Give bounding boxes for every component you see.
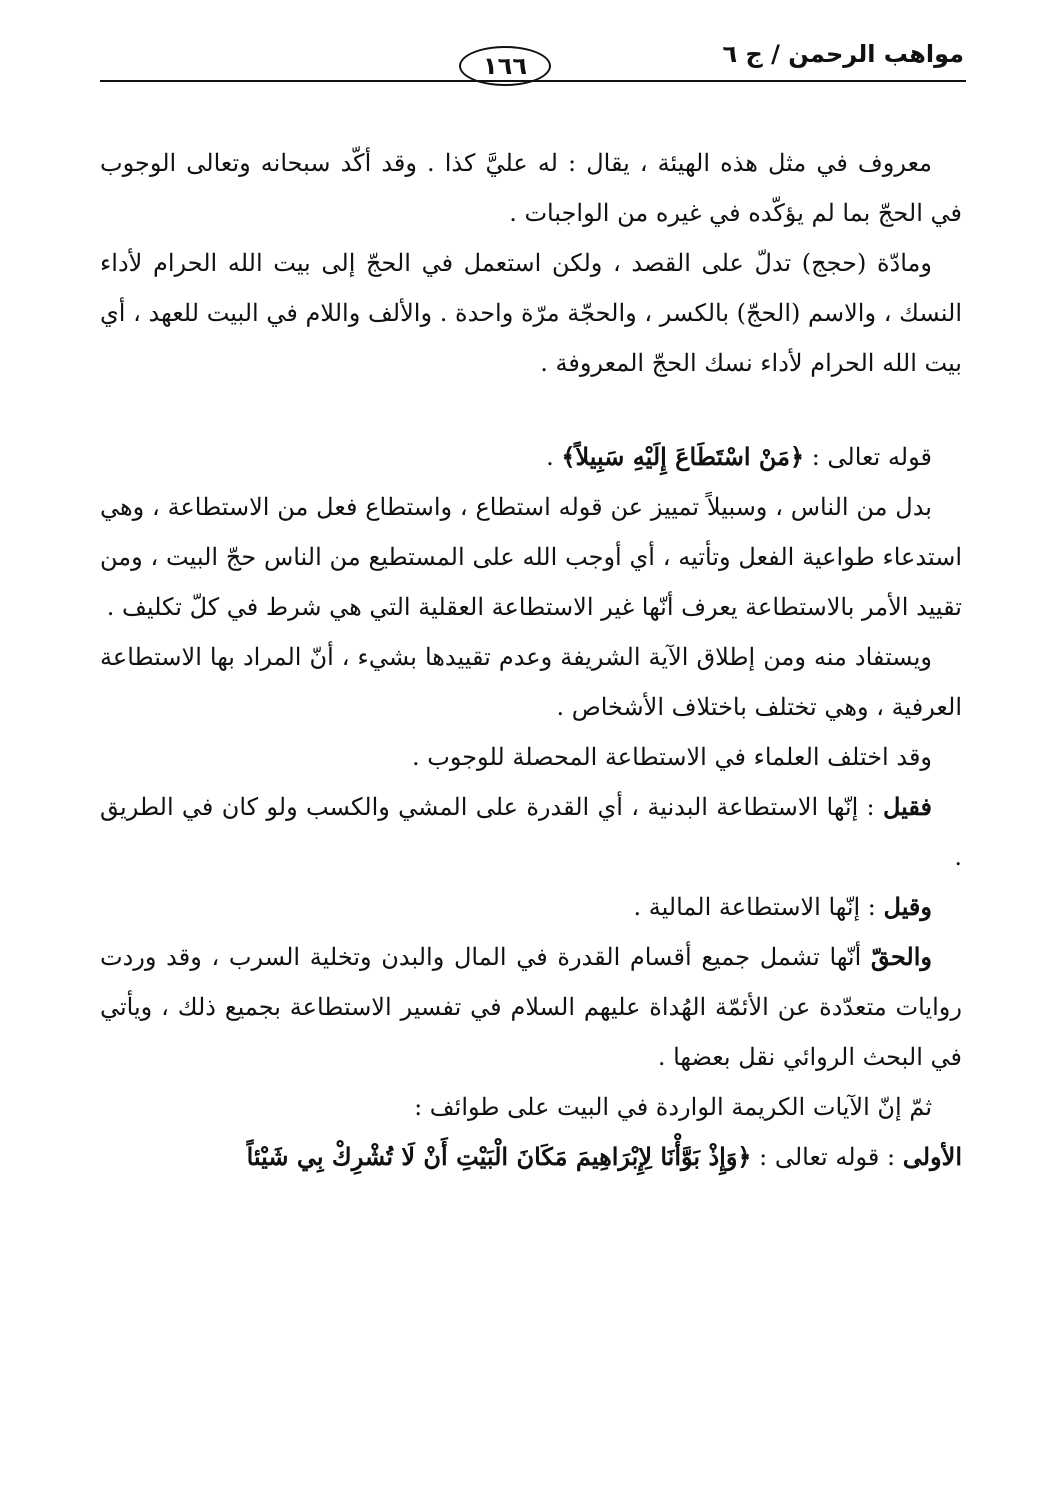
paragraph: ثمّ إنّ الآيات الكريمة الواردة في البيت على طوائف : bbox=[414, 1093, 932, 1121]
paragraph bbox=[100, 932, 962, 1082]
paragraph-text: أنّها تشمل جميع أقسام القدرة في المال والبدن وتخلية السرب ، وقد وردت روايات متعدّدة عن الأئمّة الهُداة عليهم السلام في تفسير الاستطاعة بجميع ذلك ، ويأتي في البحث الروائي نقل بعضها . bbox=[100, 943, 962, 1071]
spacer bbox=[100, 388, 962, 432]
paragraph bbox=[100, 882, 962, 932]
page-number: ١٦٦ bbox=[459, 46, 551, 86]
paragraph-text: : إنّها الاستطاعة المالية . bbox=[633, 893, 884, 921]
paragraph: معروف في مثل هذه الهيئة ، يقال : له عليَّ كذا . وقد أكّد سبحانه وتعالى الوجوب في الحجّ بما لم يؤكّده في غيره من الواجبات . bbox=[100, 149, 962, 227]
paragraph: ويستفاد منه ومن إطلاق الآية الشريفة وعدم تقييدها بشيء ، أنّ المراد بها الاستطاعة العرفية ، وهي تختلف باختلاف الأشخاص . bbox=[100, 643, 962, 721]
verse-intro: : قوله تعالى : bbox=[751, 1143, 903, 1171]
verse-intro: قوله تعالى : bbox=[804, 443, 932, 471]
paragraph: وقد اختلف العلماء في الاستطاعة المحصلة للوجوب . bbox=[411, 743, 932, 771]
paragraph: ومادّة (حجج) تدلّ على القصد ، ولكن استعمل في الحجّ إلى بيت الله الحرام لأداء النسك ، والاسم (الحجّ) بالكسر ، والحجّة مرّة واحدة . والألف واللام في البيت للعهد ، أي بيت الله الحرام لأداء نسك الحجّ المعروفة . bbox=[100, 249, 962, 377]
verse-heading bbox=[100, 432, 962, 482]
main-text bbox=[100, 138, 962, 1182]
lead-word: الأولى bbox=[902, 1142, 962, 1171]
lead-word: والحقّ bbox=[870, 942, 932, 971]
paragraph: بدل من الناس ، وسبيلاً تمييز عن قوله استطاع ، واستطاع فعل من الاستطاعة ، وهي استدعاء طواعية الفعل وتأتيه ، أي أوجب الله على المستطيع من الناس حجّ البيت ، ومن تقييد الأمر بالاستطاعة يعرف أنّها غير الاستطاعة العقلية التي هي شرط في كلّ تكليف . bbox=[100, 493, 962, 621]
paragraph bbox=[100, 1132, 962, 1182]
book-title: مواهب الرحمن / ج ٦ bbox=[722, 40, 964, 68]
paragraph-text: : إنّها الاستطاعة البدنية ، أي القدرة على المشي والكسب ولو كان في الطريق . bbox=[100, 793, 962, 871]
quran-verse: ﴿مَنْ اسْتَطَاعَ إِلَيْهِ سَبِيلاً﴾ bbox=[561, 442, 805, 471]
lead-word: وقيل bbox=[883, 892, 932, 921]
paragraph bbox=[100, 782, 962, 882]
header-rule bbox=[100, 80, 966, 82]
quran-verse: ﴿وَإِذْ بَوَّأْنَا لِإِبْرَاهِيمَ مَكَانَ الْبَيْتِ أَنْ لَا تُشْرِكْ بِي شَيْئاً bbox=[246, 1142, 752, 1171]
lead-word: فقيل bbox=[882, 792, 932, 821]
verse-end: . bbox=[546, 443, 562, 471]
page-header bbox=[100, 38, 966, 98]
